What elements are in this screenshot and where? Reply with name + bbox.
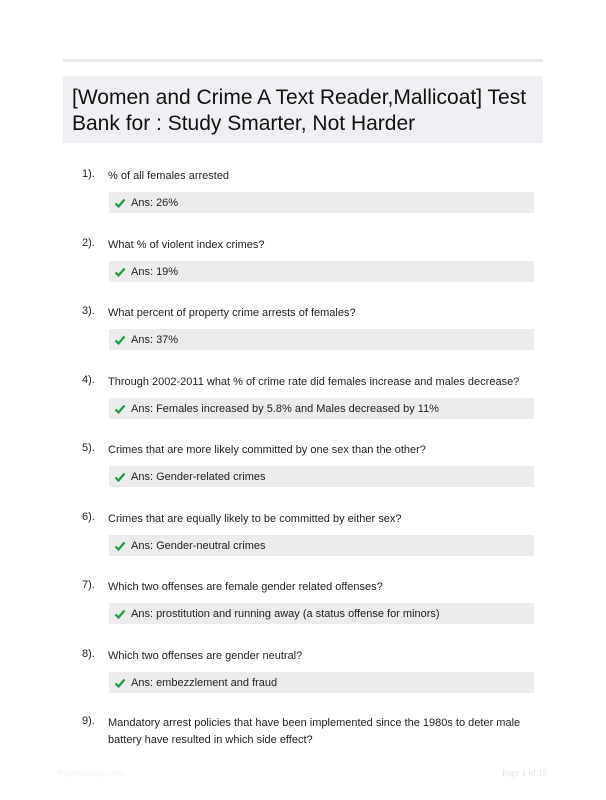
check-icon: [114, 608, 126, 620]
answer-box: [109, 192, 534, 213]
answer-box: [109, 466, 534, 487]
title-box: [63, 76, 543, 143]
top-divider: [63, 59, 543, 62]
question-number: 1).: [82, 168, 95, 180]
answer-text: Ans: Gender-related crimes: [131, 470, 266, 483]
answer-box: [109, 535, 534, 556]
question-text: Mandatory arrest policies that have been implemented since the 1980s to deter male battery have resulted in which side effect?: [108, 717, 521, 746]
question-number: 6).: [82, 511, 95, 523]
answer-box: [109, 603, 534, 624]
question-text: Through 2002-2011 what % of crime rate did females increase and males decrease?: [108, 376, 520, 388]
question-number: 3).: [82, 305, 95, 317]
question-text: Crimes that are equally likely to be committed by either sex?: [108, 513, 402, 525]
question-text: Which two offenses are female gender related offenses?: [108, 581, 383, 593]
check-icon: [114, 540, 126, 552]
check-icon: [114, 471, 126, 483]
check-icon: [114, 266, 126, 278]
footer-watermark: PaperStudy.com: [58, 768, 124, 778]
question-text: % of all females arrested: [108, 170, 230, 182]
answer-text: Ans: 19%: [131, 265, 179, 278]
answer-text: Ans: embezzlement and fraud: [131, 676, 278, 689]
answer-text: Ans: 26%: [131, 196, 179, 209]
check-icon: [114, 334, 126, 346]
answer-text: Ans: 37%: [131, 333, 179, 346]
question-text: Crimes that are more likely committed by one sex than the other?: [108, 444, 426, 456]
question-number: 8).: [82, 648, 95, 660]
question-text: Which two offenses are gender neutral?: [108, 650, 303, 662]
question-text: What % of violent index crimes?: [108, 239, 265, 251]
question-text: What percent of property crime arrests of females?: [108, 307, 356, 319]
answer-text: Ans: Gender-neutral crimes: [131, 539, 266, 552]
question-number: 5).: [82, 442, 95, 454]
question-number: 9).: [82, 715, 95, 727]
answer-box: [109, 672, 534, 693]
answer-box: [109, 329, 534, 350]
question-number: 4).: [82, 374, 95, 386]
answer-text: Ans: Females increased by 5.8% and Males decreased by 11%: [131, 402, 439, 415]
check-icon: [114, 197, 126, 209]
answer-box: [109, 261, 534, 282]
answer-text: Ans: prostitution and running away (a status offense for minors): [131, 607, 440, 620]
check-icon: [114, 677, 126, 689]
question-number: 2).: [82, 237, 95, 249]
page-number: Page 1 of 15: [502, 768, 548, 778]
answer-box: [109, 398, 534, 419]
check-icon: [114, 403, 126, 415]
question-number: 7).: [82, 579, 95, 591]
document-title: [Women and Crime A Text Reader,Mallicoat] Test Bank for : Study Smarter, Not Harder: [72, 86, 527, 135]
